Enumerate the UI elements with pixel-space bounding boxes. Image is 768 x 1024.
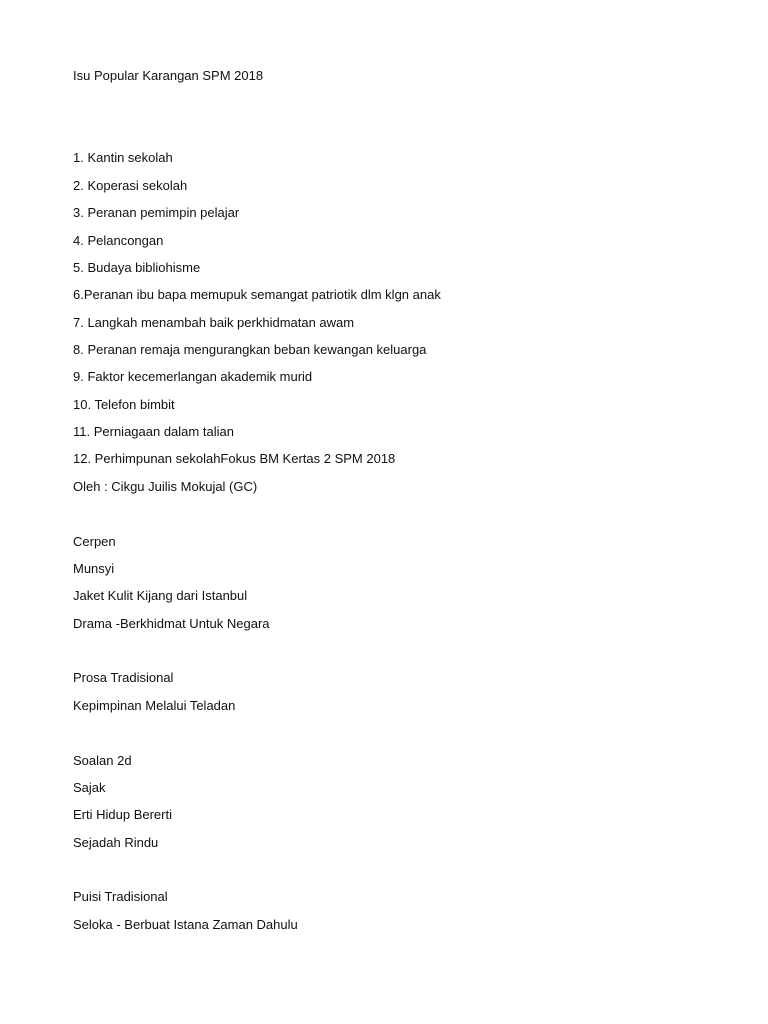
soalan-item-1: Sajak bbox=[73, 780, 106, 795]
prosa-item-1: Kepimpinan Melalui Teladan bbox=[73, 698, 236, 713]
list-item-isu-5: 5. Budaya bibliohisme bbox=[73, 260, 201, 275]
puisi-heading: Puisi Tradisional bbox=[73, 889, 168, 904]
prosa-heading: Prosa Tradisional bbox=[73, 670, 174, 685]
cerpen-item-2: Jaket Kulit Kijang dari Istanbul bbox=[73, 588, 248, 603]
list-item-isu-2: 2. Koperasi sekolah bbox=[73, 178, 188, 193]
cerpen-heading: Cerpen bbox=[73, 534, 116, 549]
list-item-isu-8: 8. Peranan remaja mengurangkan beban kewangan keluarga bbox=[73, 342, 427, 357]
cerpen-item-1: Munsyi bbox=[73, 561, 115, 576]
list-item-isu-4: 4. Pelancongan bbox=[73, 233, 164, 248]
puisi-item-1: Seloka - Berbuat Istana Zaman Dahulu bbox=[73, 917, 298, 932]
soalan-item-3: Sejadah Rindu bbox=[73, 835, 159, 850]
list-item-isu-7: 7. Langkah menambah baik perkhidmatan awam bbox=[73, 315, 355, 330]
list-item-isu-1: 1. Kantin sekolah bbox=[73, 150, 173, 165]
list-item-isu-11: 11. Perniagaan dalam talian bbox=[73, 424, 234, 439]
cerpen-item-3: Drama -Berkhidmat Untuk Negara bbox=[73, 616, 270, 631]
list-item-isu-12: 12. Perhimpunan sekolahFokus BM Kertas 2 SPM 2018 bbox=[73, 451, 396, 466]
soalan-heading: Soalan 2d bbox=[73, 753, 132, 768]
list-item-isu-9: 9. Faktor kecemerlangan akademik murid bbox=[73, 369, 313, 384]
document-title: Isu Popular Karangan SPM 2018 bbox=[73, 68, 264, 83]
list-item-isu-3: 3. Peranan pemimpin pelajar bbox=[73, 205, 240, 220]
author-credit: Oleh : Cikgu Juilis Mokujal (GC) bbox=[73, 479, 258, 494]
soalan-item-2: Erti Hidup Bererti bbox=[73, 807, 172, 822]
list-item-isu-10: 10. Telefon bimbit bbox=[73, 397, 175, 412]
list-item-isu-6: 6.Peranan ibu bapa memupuk semangat patriotik dlm klgn anak bbox=[73, 287, 441, 302]
